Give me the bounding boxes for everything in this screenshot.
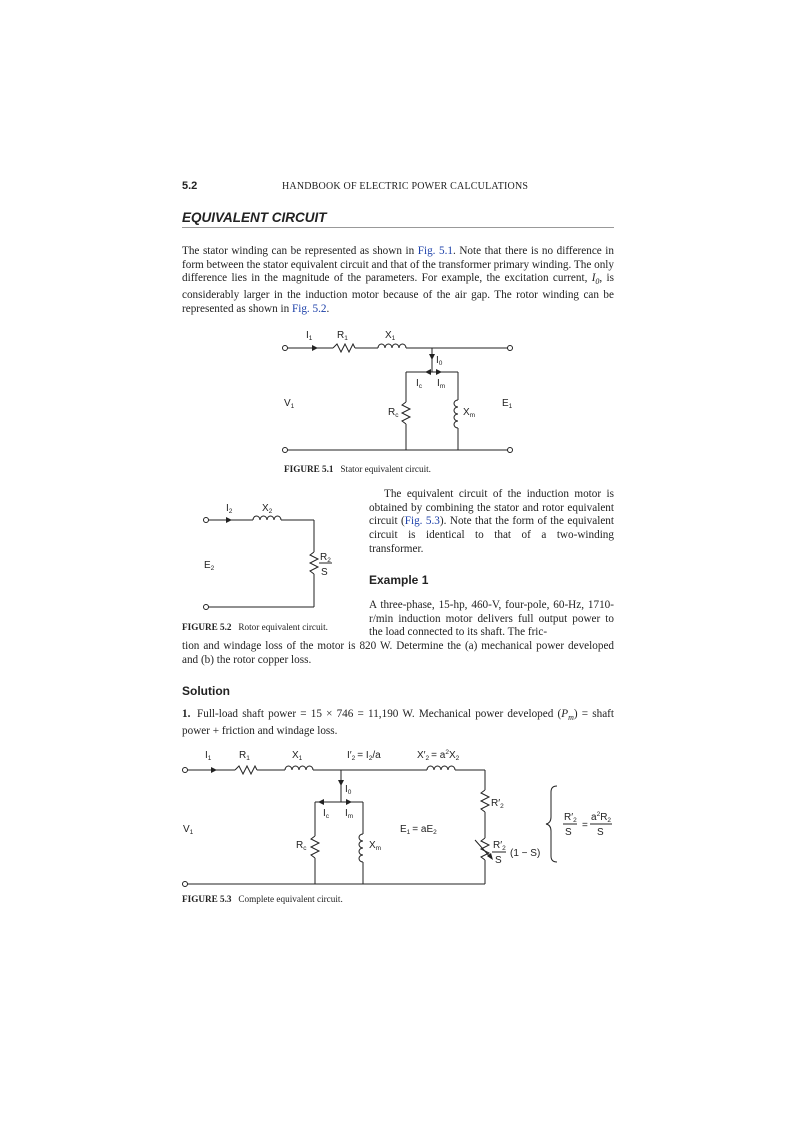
load-numerator: $R'_2$ <box>493 840 506 852</box>
section-title: EQUIVALENT CIRCUIT <box>182 210 327 225</box>
i0-arrow <box>429 354 435 360</box>
figure-5-2-caption: FIGURE 5.2 Rotor equivalent circuit. <box>182 622 328 632</box>
fig-5-2-link[interactable]: Fig. 5.2 <box>291 303 327 316</box>
x1-inductor <box>285 766 313 770</box>
example-heading: Example 1 <box>369 573 429 587</box>
terminal <box>283 346 288 351</box>
complete-circuit-diagram <box>175 742 625 894</box>
rhs2-numerator: $a^2R_2$ <box>591 811 612 824</box>
r1-resistor <box>333 344 355 352</box>
i1-arrow <box>211 767 217 773</box>
rc-resistor <box>402 402 410 424</box>
x1-inductor <box>378 344 406 348</box>
i1-label: $I_1$ <box>205 750 212 762</box>
i0-label: $I_0$ <box>345 784 352 796</box>
stator-circuit-diagram <box>270 320 530 460</box>
figure-5-3-caption: FIGURE 5.3 Complete equivalent circuit. <box>182 894 343 904</box>
x2-inductor <box>253 516 281 520</box>
e1-label: $E_1$ <box>502 398 513 410</box>
fig-5-1-link[interactable]: Fig. 5.1 <box>417 245 453 257</box>
ic-label: $I_c$ <box>416 378 423 390</box>
intro-paragraph: The stator winding can be represented as shown in Fig. 5.1. Note that there is no difference in form between the stator equivalent circuit and that of the transformer primary winding. The only difference lies in the magnitude of the parameters. For example, the excitation current, $I_0$, is considerably larger in the induction motor because of the air gap. The rotor winding can be represented as shown in Fig. 5.2. <box>182 245 614 316</box>
example-text: A three-phase, 15-hp, 460-V, four-pole, 60-Hz, 1710-r/min induction motor delivers full output power to the load connected to its shaft. The fric- <box>369 599 614 639</box>
x2-prime-inductor <box>427 766 455 770</box>
rc-label: $R_c$ <box>296 840 307 852</box>
im-label: $I_m$ <box>345 808 354 820</box>
x2-label: $X_2$ <box>262 503 273 515</box>
x2-prime-label: $X'_2 = a^2X_2$ <box>417 749 460 762</box>
r2-resistor <box>310 552 318 574</box>
r2-numerator: $R_2$ <box>320 552 331 564</box>
xm-label: $X_m$ <box>369 840 382 852</box>
running-head: HANDBOOK OF ELECTRIC POWER CALCULATIONS <box>282 181 529 192</box>
solution-heading: Solution <box>182 684 230 698</box>
page-number: 5.2 <box>182 180 198 192</box>
equals-sign: = <box>582 820 588 831</box>
s-denominator: S <box>321 567 328 578</box>
terminal <box>508 346 513 351</box>
i2-arrow <box>226 517 232 523</box>
xm-inductor <box>454 400 458 428</box>
r2-prime-resistor <box>481 790 489 812</box>
r2-prime-label: $R'_2$ <box>491 798 504 810</box>
ic-label: $I_c$ <box>323 808 330 820</box>
i2-prime-label: $I'_2 = I_2/a$ <box>347 750 381 762</box>
x1-label: $X_1$ <box>385 330 396 342</box>
figure-5-1-caption: FIGURE 5.1 Stator equivalent circuit. <box>284 464 431 474</box>
example-text-continued: tion and windage loss of the motor is 820 W. Determine the (a) mechanical power developed and (b) the rotor copper loss. <box>182 640 614 666</box>
terminal <box>508 448 513 453</box>
i2-label: $I_2$ <box>226 503 233 515</box>
r1-label: $R_1$ <box>337 330 348 342</box>
xm-label: $X_m$ <box>463 407 476 419</box>
i1-label: $I_1$ <box>306 330 313 342</box>
fig-5-3-link[interactable]: Fig. 5.3 <box>404 515 440 528</box>
terminal <box>283 448 288 453</box>
load-resistor <box>481 838 489 860</box>
rhs-numerator: $R'_2$ <box>564 812 577 824</box>
r1-resistor <box>235 766 257 774</box>
curly-brace <box>546 786 557 862</box>
v1-label: $V_1$ <box>183 824 194 836</box>
i0-arrow <box>338 780 344 786</box>
rhs2-denominator: S <box>597 827 604 838</box>
load-denominator: S <box>495 855 502 866</box>
section-rule <box>182 227 614 228</box>
slip-term: (1 − S) <box>510 848 541 859</box>
solution-step-1: 1. Full-load shaft power = 15 × 746 = 11,190 W. Mechanical power developed $(P_m)$ = shaft power + friction and windage loss. <box>182 708 614 737</box>
i1-arrow <box>312 345 318 351</box>
rhs-denominator: S <box>565 827 572 838</box>
xm-inductor <box>359 834 363 862</box>
rc-resistor <box>311 836 319 858</box>
e2-label: $E_2$ <box>204 560 215 572</box>
rotor-circuit-diagram <box>196 500 331 615</box>
r1-label: $R_1$ <box>239 750 250 762</box>
e1-label: $E_1 = aE_2$ <box>400 824 437 836</box>
i0-label: $I_0$ <box>436 355 443 367</box>
x1-label: $X_1$ <box>292 750 303 762</box>
im-label: $I_m$ <box>437 378 446 390</box>
rc-label: $R_c$ <box>388 407 399 419</box>
v1-label: $V_1$ <box>284 398 295 410</box>
combined-circuit-paragraph: The equivalent circuit of the induction motor is obtained by combining the stator and rotor equivalent circuit (Fig. 5.3). Note that the form of the equivalent circuit is identical to that of a two-winding transformer. <box>369 488 614 555</box>
